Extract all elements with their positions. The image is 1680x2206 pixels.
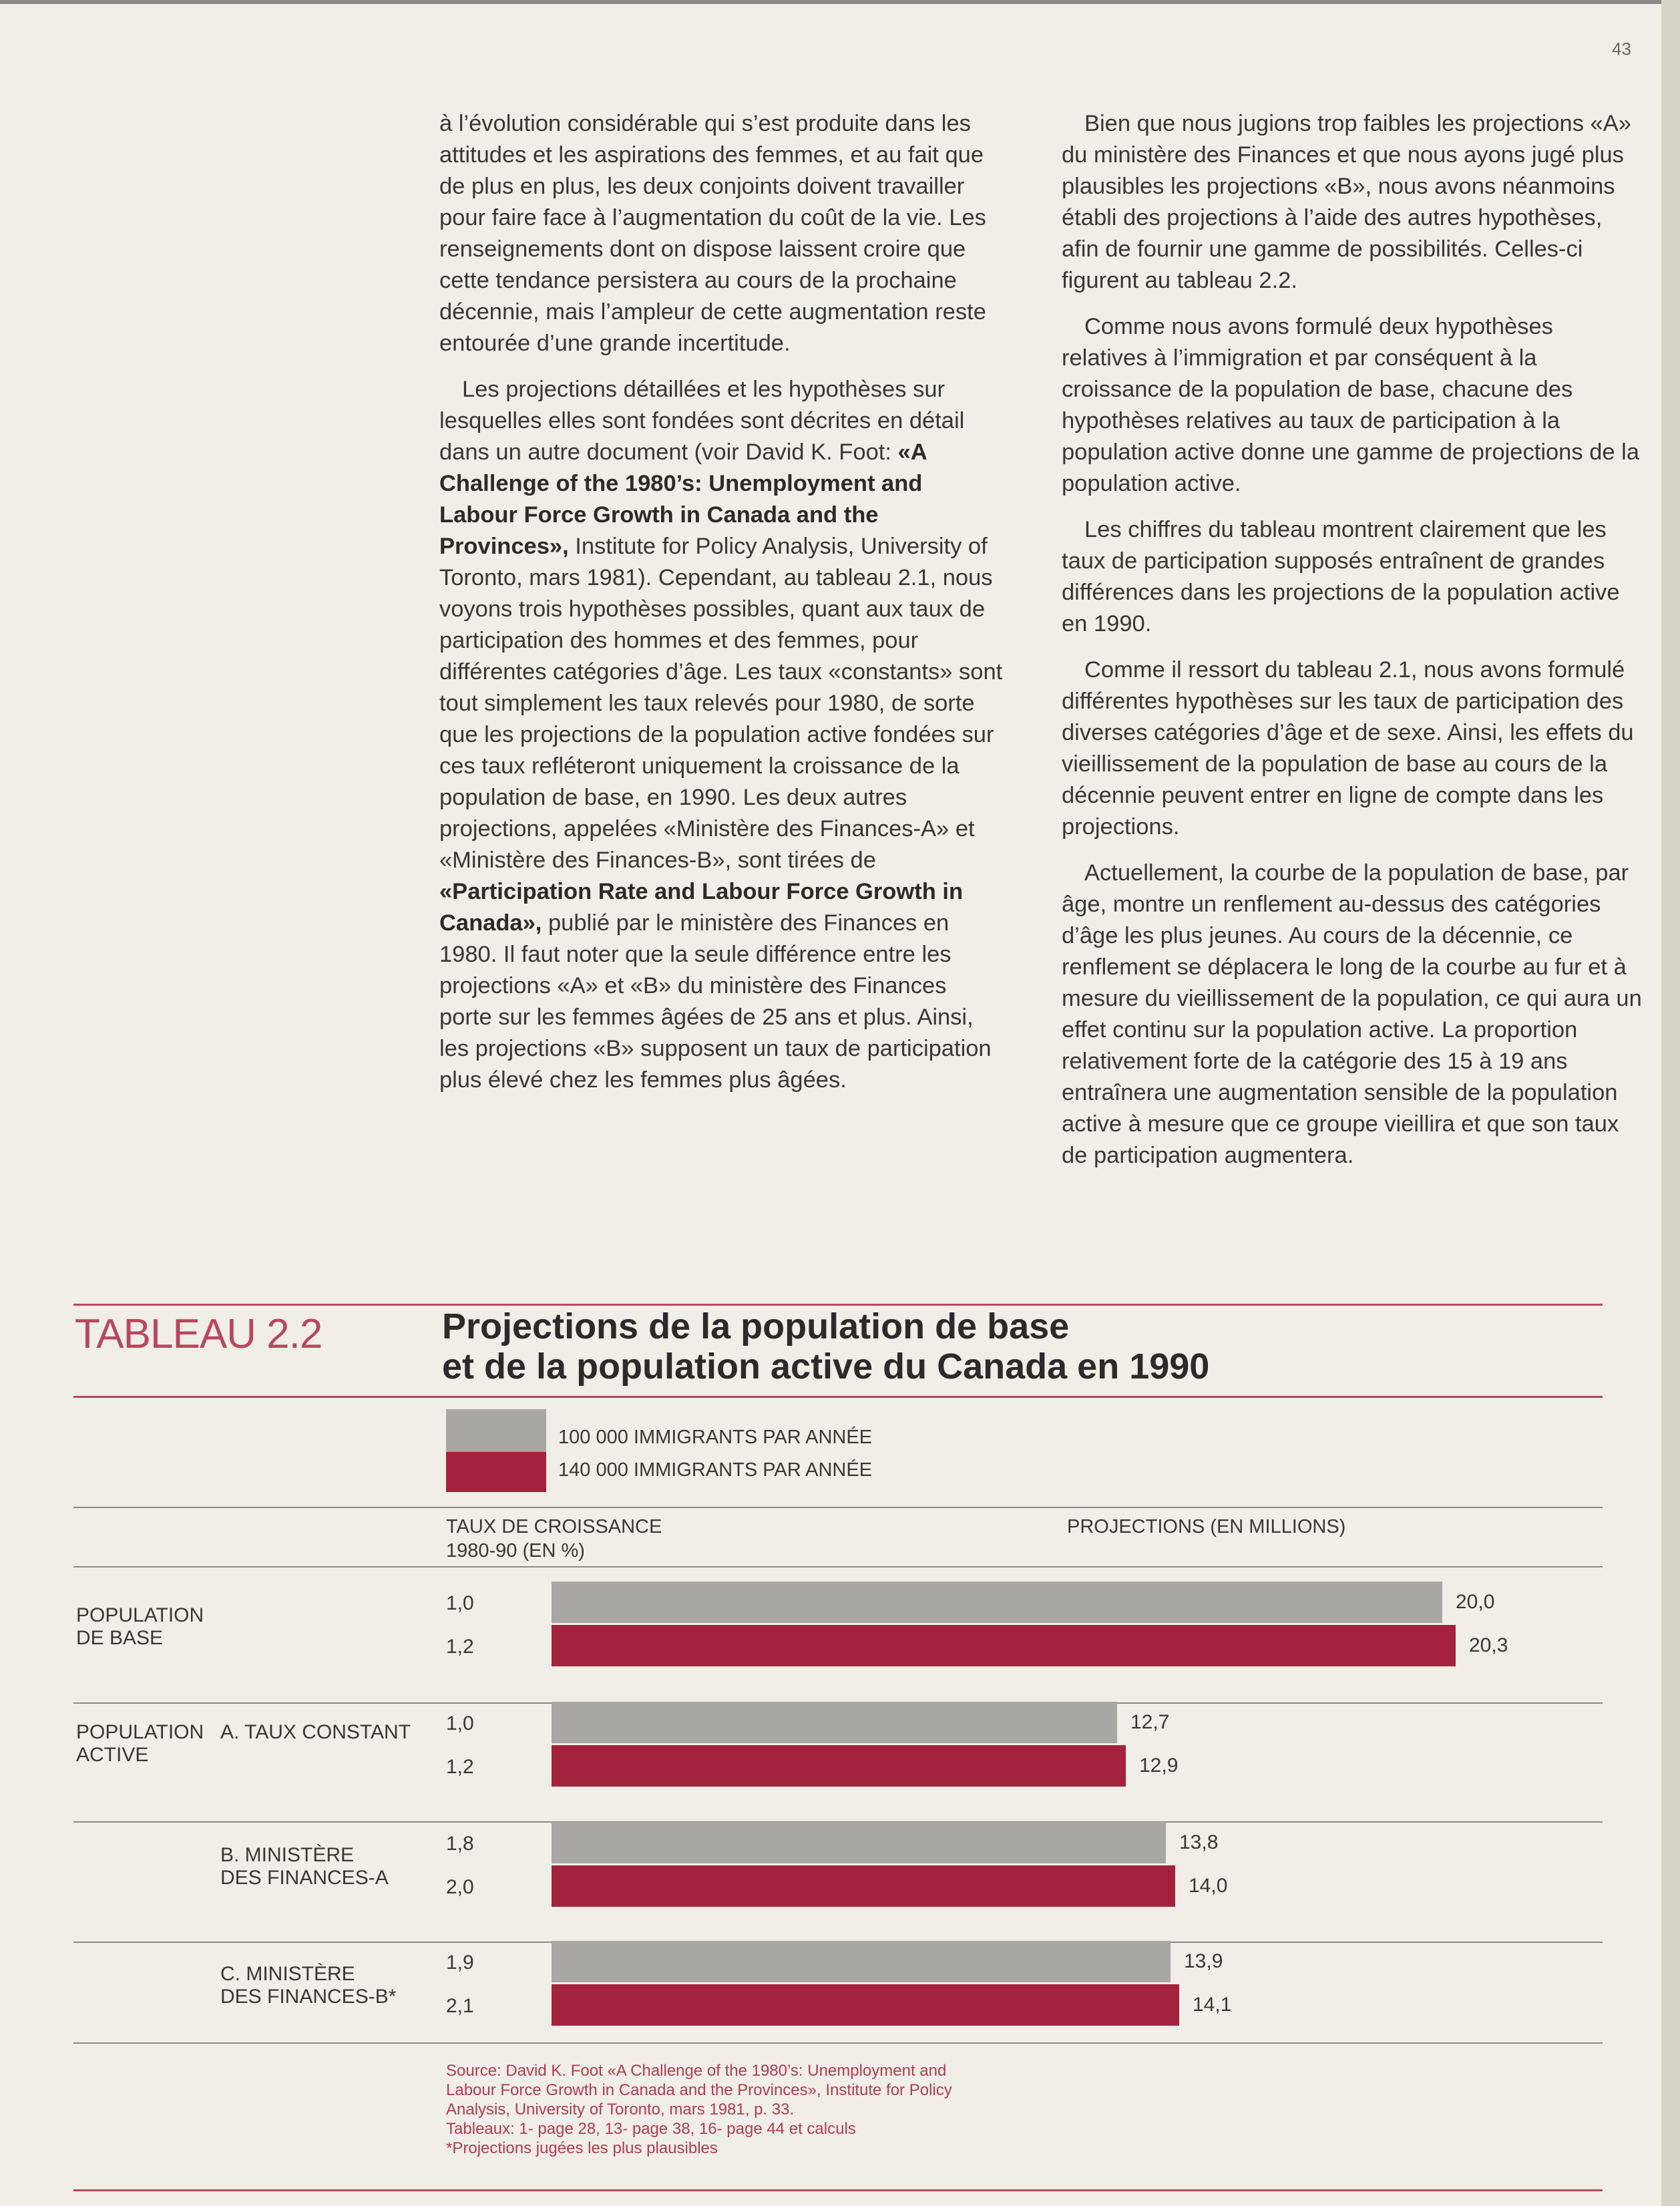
page-binding-edge <box>1661 0 1680 2206</box>
bar-140000 <box>552 1625 1456 1666</box>
source-line: Analysis, University of Toronto, mars 1981, p. 33. <box>446 2100 795 2119</box>
row-sublabel-taux-constant: A. TAUX CONSTANT <box>220 1721 411 1743</box>
bar-value-label: 20,3 <box>1469 1634 1508 1656</box>
bar-value-label: 14,0 <box>1189 1875 1228 1897</box>
growth-rate-value: 2,0 <box>446 1876 474 1898</box>
row-sublabel-line: B. MINISTÈRE <box>220 1844 355 1866</box>
row-label-line: ACTIVE <box>76 1744 149 1766</box>
growth-header-line: 1980-90 (EN %) <box>446 1540 585 1561</box>
paragraph: Actuellement, la courbe de la population de base, par âge, montre un renflement au-dessus des catégories d’âge les plus jeunes. Au cours de la décennie, ce renflement se déplacera le long de la courbe au fur et à mesure du vieillissement de la population, ce qui aura un effet continu sur la population active. La proportion relativement forte de la catégorie des 15 à 19 ans entraînera une augmentation sensible de la population active à mesure que ce groupe vieillira et que son taux de participation augmentera. <box>1062 860 1642 1168</box>
paragraph-text: Institute for Policy Analysis, University of Toronto, mars 1981). Cependant, au tableau 2.1, nous voyons trois hypothèses possibles, quant aux taux de participation des hommes et des femmes, pour différentes catégories d’âge. Les taux «constants» sont tout simplement les taux relevés pour 1980, de sorte que les projections de la population active fondées sur ces taux refléteront uniquement la croissance de la population de base, en 1990. Les deux autres projections, appelées «Ministère des Finances-A» et «Ministère des Finances-B», sont tirées de <box>439 534 1003 873</box>
paragraph: Comme nous avons formulé deux hypothèses relatives à l’immigration et par conséquent à la croissance de la population de base, chacune des hypothèses relatives au taux de participation à la population active donne une gamme de projections de la population active. <box>1062 314 1640 496</box>
paragraph: Les chiffres du tableau montrent clairement que les taux de participation supposés entraînent de grandes différences dans les projections de la population active en 1990. <box>1062 517 1620 636</box>
bar-value-label: 14,1 <box>1193 1994 1232 2016</box>
bar-value-label: 12,7 <box>1130 1711 1170 1733</box>
row-sublabel-finances-a <box>220 1844 389 1889</box>
table-top-rule <box>73 1304 1603 1306</box>
row-label-line: DE BASE <box>76 1627 164 1649</box>
growth-header-line: TAUX DE CROISSANCE <box>446 1516 662 1537</box>
page-number: 43 <box>1612 39 1631 59</box>
paragraph-text: publié par le ministère des Finances en 1980. Il faut noter que la seule différence entre les projections «A» et «B» du ministère des Finances porte sur les femmes âgées de 25 ans et plus. Ainsi, les projections «B» supposent un taux de participation plus élevé chez les femmes plus âgées. <box>439 910 992 1093</box>
bar-100000 <box>552 1822 1166 1863</box>
paragraph-citation: «A Challenge of the 1980’s: Unemployment and Labour Force Growth in Canada and the Provinces», <box>439 439 927 559</box>
row-sublabel-line: DES FINANCES-B* <box>220 1986 397 2008</box>
growth-rate-value: 1,2 <box>446 1636 474 1658</box>
row-label-line: POPULATION <box>76 1721 204 1743</box>
paragraph: Bien que nous jugions trop faibles les projections «A» du ministère des Finances et que nous ayons jugé plus plausibles les projections «B», nous avons néanmoins établi des projections à l’aide des autres hypothèses, afin de fournir une gamme de possibilités. Celles-ci figurent au tableau 2.2. <box>1062 111 1631 293</box>
legend-label: 140 000 IMMIGRANTS PAR ANNÉE <box>558 1459 873 1481</box>
bar-100000 <box>552 1941 1171 1982</box>
source-line: Tableaux: 1- page 28, 13- page 38, 16- page 44 et calculs <box>446 2120 856 2138</box>
paragraph-text: Les projections détaillées et les hypothèses sur lesquelles elles sont fondées sont décrites en détail dans un autre document (voir David K. Foot: <box>439 377 965 465</box>
table-rule <box>73 1566 1603 1568</box>
bar-value-label: 12,9 <box>1139 1755 1179 1777</box>
table-source-note <box>446 2061 1047 2158</box>
bar-value-label: 20,0 <box>1456 1591 1495 1613</box>
bar-100000 <box>552 1582 1442 1623</box>
bar-100000 <box>552 1702 1117 1743</box>
bar-value-label: 13,8 <box>1179 1831 1219 1853</box>
table-label: TABLEAU 2.2 <box>75 1311 323 1357</box>
paragraph: Comme il ressort du tableau 2.1, nous avons formulé différentes hypothèses sur les taux de participation des diverses catégories d’âge et de sexe. Ainsi, les effets du vieillissement de la population de base au cours de la décennie peuvent entrer en ligne de compte dans les projections. <box>1062 657 1634 840</box>
paragraph-citation: «Participation Rate and Labour Force Growth in Canada», <box>439 879 964 936</box>
row-label-population-active <box>76 1721 204 1767</box>
bar-140000 <box>552 1745 1126 1787</box>
table-rule <box>73 2042 1603 2044</box>
bar-value-label: 13,9 <box>1184 1950 1223 1972</box>
source-line: Labour Force Growth in Canada and the Provinces», Institute for Policy <box>446 2081 952 2099</box>
row-sublabel-finances-b <box>220 1963 396 2008</box>
row-label-line: POPULATION <box>76 1604 204 1626</box>
paragraph <box>439 374 1004 1096</box>
row-sublabel-line: C. MINISTÈRE <box>220 1963 355 1985</box>
row-sublabel-line: DES FINANCES-A <box>220 1867 389 1889</box>
growth-column-header <box>446 1515 662 1563</box>
bar-140000 <box>552 1984 1179 2026</box>
growth-rate-value: 1,2 <box>446 1756 474 1778</box>
legend-label: 100 000 IMMIGRANTS PAR ANNÉE <box>558 1427 873 1448</box>
growth-rate-value: 1,9 <box>446 1952 474 1974</box>
source-line: *Projections jugées les plus plausibles <box>446 2139 718 2157</box>
page-top-rule <box>0 0 1680 4</box>
table-rule <box>73 1507 1603 1508</box>
growth-rate-value: 1,0 <box>446 1592 474 1614</box>
table-bottom-rule <box>73 2189 1603 2191</box>
table-title-line: et de la population active du Canada en 1990 <box>442 1346 1210 1387</box>
growth-rate-value: 2,1 <box>446 1995 474 2017</box>
legend-swatch-140000 <box>446 1452 546 1492</box>
table-title <box>442 1306 1444 1387</box>
bar-140000 <box>552 1865 1175 1907</box>
source-line: Source: David K. Foot «A Challenge of the 1980’s: Unemployment and <box>446 2062 947 2080</box>
table-title-rule <box>73 1396 1603 1398</box>
row-label-population-de-base <box>76 1604 204 1650</box>
paragraph: à l’évolution considérable qui s’est produite dans les attitudes et les aspirations des femmes, et au fait que de plus en plus, les deux conjoints doivent travailler pour faire face à l’augmentation du coût de la vie. Les renseignements dont on dispose laissent croire que cette tendance persistera au cours de la prochaine décennie, mais l’ampleur de cette augmentation reste entourée d’une grande incertitude. <box>439 111 986 356</box>
growth-rate-value: 1,0 <box>446 1712 474 1734</box>
projections-column-header: PROJECTIONS (EN MILLIONS) <box>1067 1516 1346 1537</box>
text-column-left <box>439 108 1004 1111</box>
text-column-right <box>1062 108 1643 1186</box>
growth-rate-value: 1,8 <box>446 1833 474 1855</box>
table-title-line: Projections de la population de base <box>442 1306 1070 1346</box>
legend-swatch-100000 <box>446 1409 546 1452</box>
